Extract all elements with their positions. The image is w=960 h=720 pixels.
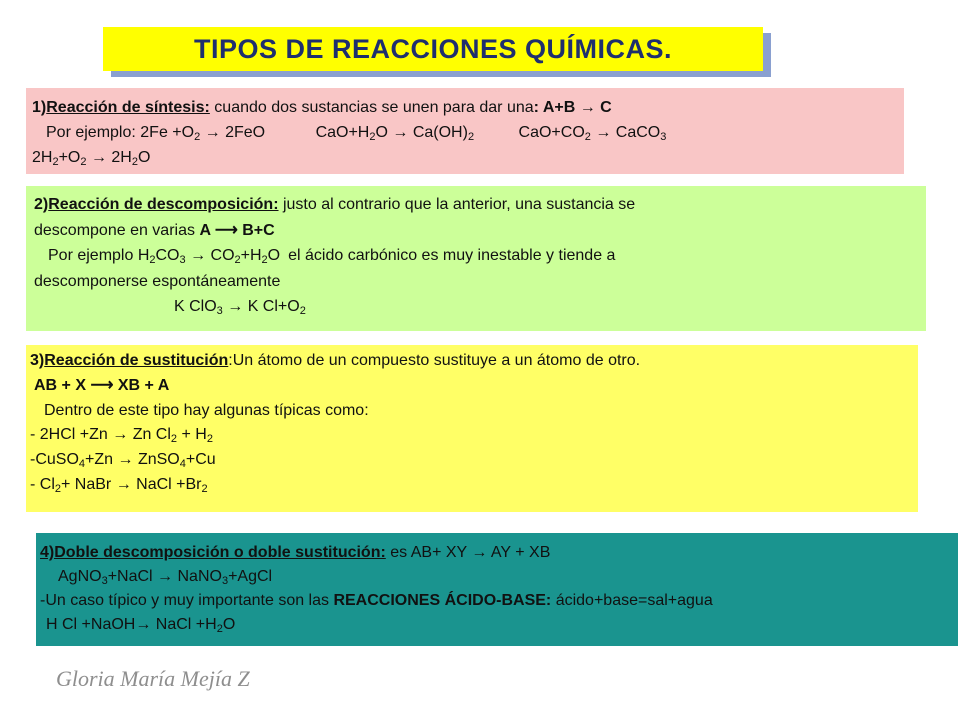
- decomposition-example2: [34, 294, 918, 320]
- dex-sub: 3: [179, 254, 186, 267]
- d4b-part: H Cl +NaOH→ NaCl +H: [46, 616, 217, 633]
- acid-base-formula: ácido+base=sal+agua: [551, 592, 713, 609]
- decomposition-explanation: el ácido carbónico es muy inestable y tiende a: [288, 247, 616, 265]
- dex-part: O: [267, 247, 281, 265]
- d4b-part: O: [222, 616, 236, 633]
- synthesis-examples: [32, 121, 898, 146]
- r1-part: + H: [177, 426, 207, 444]
- r2-part: +Cu: [185, 451, 216, 469]
- r3-part: - Cl: [30, 475, 55, 493]
- decomposition-number: 2): [34, 196, 49, 213]
- r2-part: -CuSO: [30, 451, 79, 469]
- dex-part: +H: [240, 247, 262, 265]
- decomposition-text: justo al contrario que la anterior, una sustancia se: [278, 196, 636, 213]
- d4b-sub: 2: [216, 623, 223, 635]
- ex2-sub: 2: [467, 130, 475, 143]
- ex1-part: → 2FeO: [200, 123, 266, 141]
- double-text: es AB+ XY → AY + XB: [385, 544, 551, 561]
- dex2-sub: 3: [216, 305, 223, 318]
- double-definition: [40, 541, 954, 565]
- substitution-intro: Dentro de este tipo hay algunas típicas como:: [44, 401, 369, 419]
- ex3-sub: 3: [660, 130, 667, 143]
- r3-sub: 2: [54, 482, 62, 495]
- decomposition-heading: Reacción de descomposición:: [48, 196, 279, 213]
- d4-part: +AgCl: [228, 568, 273, 585]
- substitution-formula: AB + X ⟶ XB + A: [34, 376, 170, 394]
- dex2-part: → K Cl+O: [222, 298, 300, 316]
- ex2-part: CaO+H: [315, 123, 370, 141]
- r1-part: - 2HCl +Zn → Zn Cl: [30, 426, 171, 444]
- r2-part: +Zn → ZnSO: [85, 451, 180, 469]
- r2-sub: 4: [78, 458, 86, 471]
- dex2-sub: 2: [299, 305, 306, 318]
- ex4-part: +O: [58, 148, 81, 166]
- ex2-sub: 2: [369, 130, 376, 143]
- substitution-definition: [30, 349, 914, 374]
- r1-sub: 2: [170, 433, 178, 446]
- dex-sub: 2: [149, 254, 156, 267]
- ex3-part: → CaCO: [590, 123, 661, 141]
- section-double-displacement: [36, 533, 958, 646]
- substitution-reaction-3: [30, 473, 914, 498]
- synthesis-ex3: [519, 124, 667, 141]
- ex3-sub: 2: [584, 130, 591, 143]
- ex3-part: CaO+CO: [518, 123, 585, 141]
- synthesis-number: 1): [32, 99, 47, 116]
- substitution-reaction-1: [30, 423, 914, 448]
- synthesis-definition: [32, 96, 898, 121]
- double-example-2: [40, 613, 954, 637]
- synthesis-ex4: [32, 146, 898, 171]
- author-signature: Gloria María Mejía Z: [56, 666, 250, 691]
- substitution-heading: Reacción de sustitución: [44, 352, 229, 369]
- ex4-sub: 2: [131, 155, 138, 168]
- decomposition-line2: [34, 218, 918, 244]
- double-example: [40, 565, 954, 589]
- dex-part: CO: [155, 247, 180, 265]
- double-acid-base: [40, 589, 954, 613]
- decomposition-text2: descompone en varias: [34, 221, 200, 239]
- decomposition-definition: [34, 192, 918, 218]
- synthesis-text: cuando dos sustancias se unen para dar una: [209, 99, 534, 116]
- ex4-part: 2H: [32, 148, 53, 166]
- substitution-number: 3): [30, 352, 45, 369]
- synthesis-heading: Reacción de síntesis:: [46, 99, 210, 116]
- dex2-part: K ClO: [174, 298, 217, 316]
- r3-part: + NaBr → NaCl +Br: [61, 475, 202, 493]
- ex4-sub: 2: [80, 155, 87, 168]
- dex-sub: 2: [261, 254, 268, 267]
- decomposition-formula: A ⟶ B+C: [199, 221, 275, 239]
- d4-part: AgNO: [58, 568, 102, 585]
- ex2-part: O → Ca(OH): [375, 123, 468, 141]
- ex4-part: → 2H: [86, 148, 132, 166]
- synthesis-formula: : A+B → C: [533, 99, 612, 116]
- dex-part: Por ejemplo H: [48, 247, 150, 265]
- d4-part: +NaCl → NaNO: [107, 568, 222, 585]
- ex1-part: Por ejemplo: 2Fe +O: [46, 123, 195, 141]
- d4-sub: 3: [221, 575, 229, 587]
- dex-sub: 2: [234, 254, 241, 267]
- r1-sub: 2: [206, 433, 213, 446]
- synthesis-ex2: [316, 124, 475, 141]
- ex4-part: O: [137, 148, 151, 166]
- r2-sub: 4: [179, 458, 186, 471]
- r3-sub: 2: [201, 482, 208, 495]
- ex1-sub: 2: [194, 130, 201, 143]
- substitution-text: :Un átomo de un compuesto sustituye a un átomo de otro.: [228, 352, 641, 369]
- section-substitution: [26, 345, 918, 512]
- substitution-reaction-2: [30, 448, 914, 473]
- decomposition-example: [34, 243, 918, 269]
- acid-base-heading: REACCIONES ÁCIDO-BASE:: [333, 592, 552, 609]
- ex4-sub: 2: [52, 155, 59, 168]
- decomposition-explanation2: descomponerse espontáneamente: [34, 272, 281, 290]
- dex-part: → CO: [185, 247, 235, 265]
- section-synthesis: [26, 88, 904, 174]
- d4-sub: 3: [101, 575, 108, 587]
- synthesis-ex1: [46, 124, 265, 141]
- page-title: TIPOS DE REACCIONES QUÍMICAS.: [103, 27, 763, 71]
- double-heading: 4)Doble descomposición o doble sustitución:: [40, 544, 386, 561]
- section-decomposition: [26, 186, 926, 331]
- acid-base-text: -Un caso típico y muy importante son las: [40, 592, 334, 609]
